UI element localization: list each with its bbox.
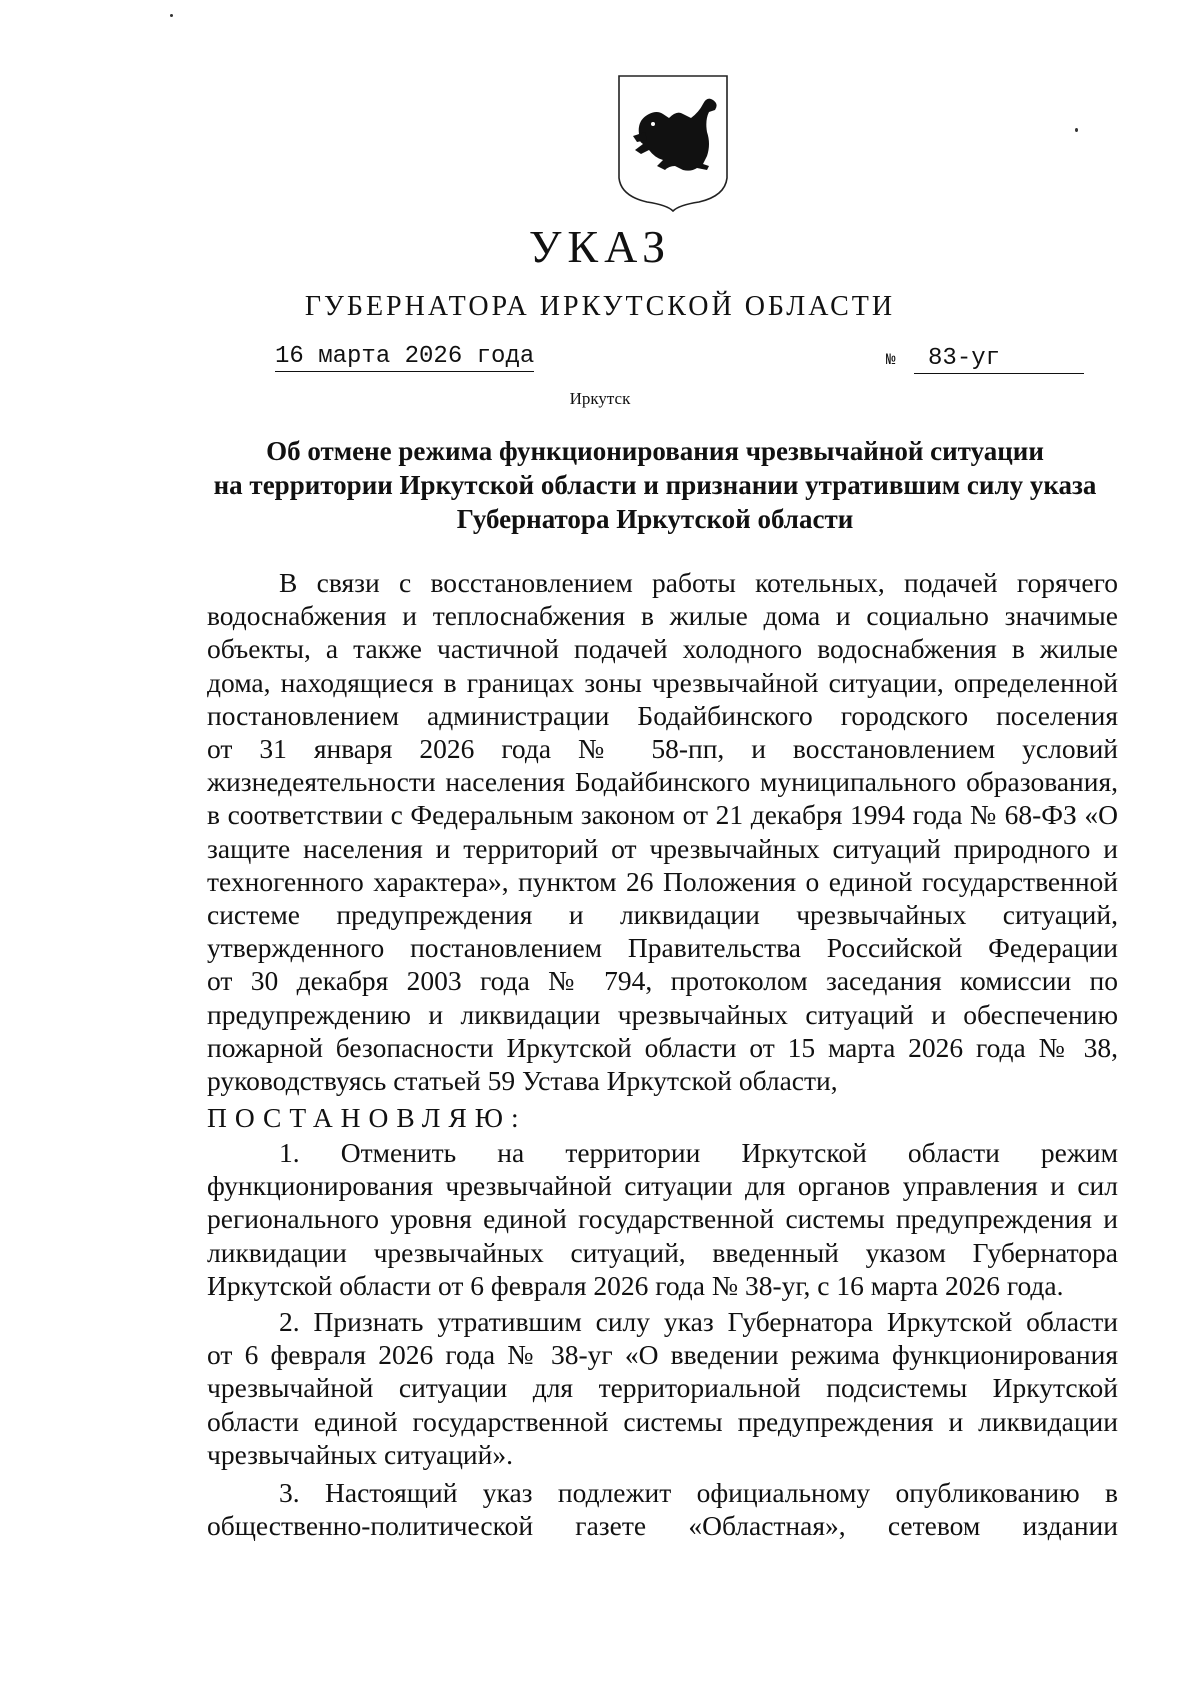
heading-line: на территории Иркутской области и признании утратившим силу указа — [213, 470, 1097, 500]
text-line: регионального уровня единой государственной системы предупреждения и — [207, 1203, 1118, 1235]
text-line: пожарной безопасности Иркутской области от 15 марта 2026 года № 38, — [207, 1031, 1118, 1063]
decree-issuer: ГУБЕРНАТОРА ИРКУТСКОЙ ОБЛАСТИ — [304, 291, 896, 322]
decree-title: УКАЗ — [528, 221, 672, 272]
decree-date-line — [275, 345, 534, 372]
text-line: дома, находящиеся в границах зоны чрезвычайной ситуации, определенной — [207, 666, 1118, 698]
item-3-paragraph — [207, 1476, 1118, 1542]
irkutsk-coat-of-arms-babr-icon — [617, 74, 729, 212]
decree-number: 83-уг — [914, 347, 1084, 374]
text-line: 3. Настоящий указ подлежит официальному опубликованию в — [279, 1477, 1118, 1508]
text-line: в соответствии с Федеральным законом от 21 декабря 1994 года № 68-ФЗ «О — [207, 799, 1118, 831]
text-line: защите населения и территорий от чрезвычайных ситуаций природного и — [207, 832, 1118, 864]
text-line: 2. Признать утратившим силу указ Губернатора Иркутской области — [279, 1306, 1118, 1337]
text-line: руководствуясь статьей 59 Устава Иркутской области, — [207, 1065, 838, 1097]
text-line: объекты, а также частичной подачей холодного водоснабжения в жилые — [207, 633, 1118, 665]
item-2-paragraph — [207, 1305, 1118, 1471]
text-line: чрезвычайной ситуации для территориальной подсистемы Иркутской — [207, 1372, 1118, 1404]
text-line: Иркутской области от 6 февраля 2026 года № 38-уг, с 16 марта 2026 года. — [207, 1269, 1064, 1301]
text-line: от 31 января 2026 года № 58-пп, и восстановлением условий — [207, 733, 1118, 765]
text-line: области единой государственной системы предупреждения и ликвидации — [207, 1405, 1118, 1437]
decree-date: 16 марта 2026 года — [275, 343, 535, 370]
text-line: чрезвычайных ситуаций». — [207, 1438, 513, 1470]
text-line: от 6 февраля 2026 года № 38-уг «О введении режима функционирования — [207, 1339, 1118, 1371]
text-line: общественно-политической газете «Областная», сетевом издании — [207, 1510, 1118, 1542]
text-line: постановлением администрации Бодайбинского городского поселения — [207, 699, 1118, 731]
decree-heading — [200, 434, 1110, 536]
heading-line: Об отмене режима функционирования чрезвычайной ситуации — [266, 436, 1044, 466]
text-line: техногенного характера», пунктом 26 Положения о единой государственной — [207, 865, 1118, 897]
text-line: предупреждению и ликвидации чрезвычайных ситуаций и обеспечению — [207, 998, 1118, 1030]
decree-city: Иркутск — [569, 389, 631, 408]
text-line: В связи с восстановлением работы котельных, подачей горячего — [279, 567, 1118, 598]
text-line: функционирования чрезвычайной ситуации для органов управления и сил — [207, 1170, 1118, 1202]
text-line: утвержденного постановлением Правительства Российской Федерации — [207, 932, 1118, 964]
text-line: жизнедеятельности населения Бодайбинского муниципального образования, — [207, 766, 1118, 798]
preamble-paragraph — [207, 566, 1118, 1097]
item-1-paragraph — [207, 1136, 1118, 1302]
text-line: системе предупреждения и ликвидации чрезвычайных ситуаций, — [207, 899, 1118, 931]
text-line: 1. Отменить на территории Иркутской области режим — [279, 1137, 1118, 1168]
heading-line: Губернатора Иркутской области — [456, 504, 854, 534]
scan-speck — [170, 14, 173, 17]
decree-number-line — [886, 347, 1084, 374]
scan-speck — [1075, 128, 1078, 132]
number-sign: № — [886, 351, 896, 369]
text-line: от 30 декабря 2003 года № 794, протоколом заседания комиссии по — [207, 965, 1118, 997]
resolve-word: ПОСТАНОВЛЯЮ: — [207, 1102, 527, 1133]
text-line: водоснабжения и теплоснабжения в жилые дома и социально значимые — [207, 600, 1118, 632]
text-line: ликвидации чрезвычайных ситуаций, введенный указом Губернатора — [207, 1236, 1118, 1268]
